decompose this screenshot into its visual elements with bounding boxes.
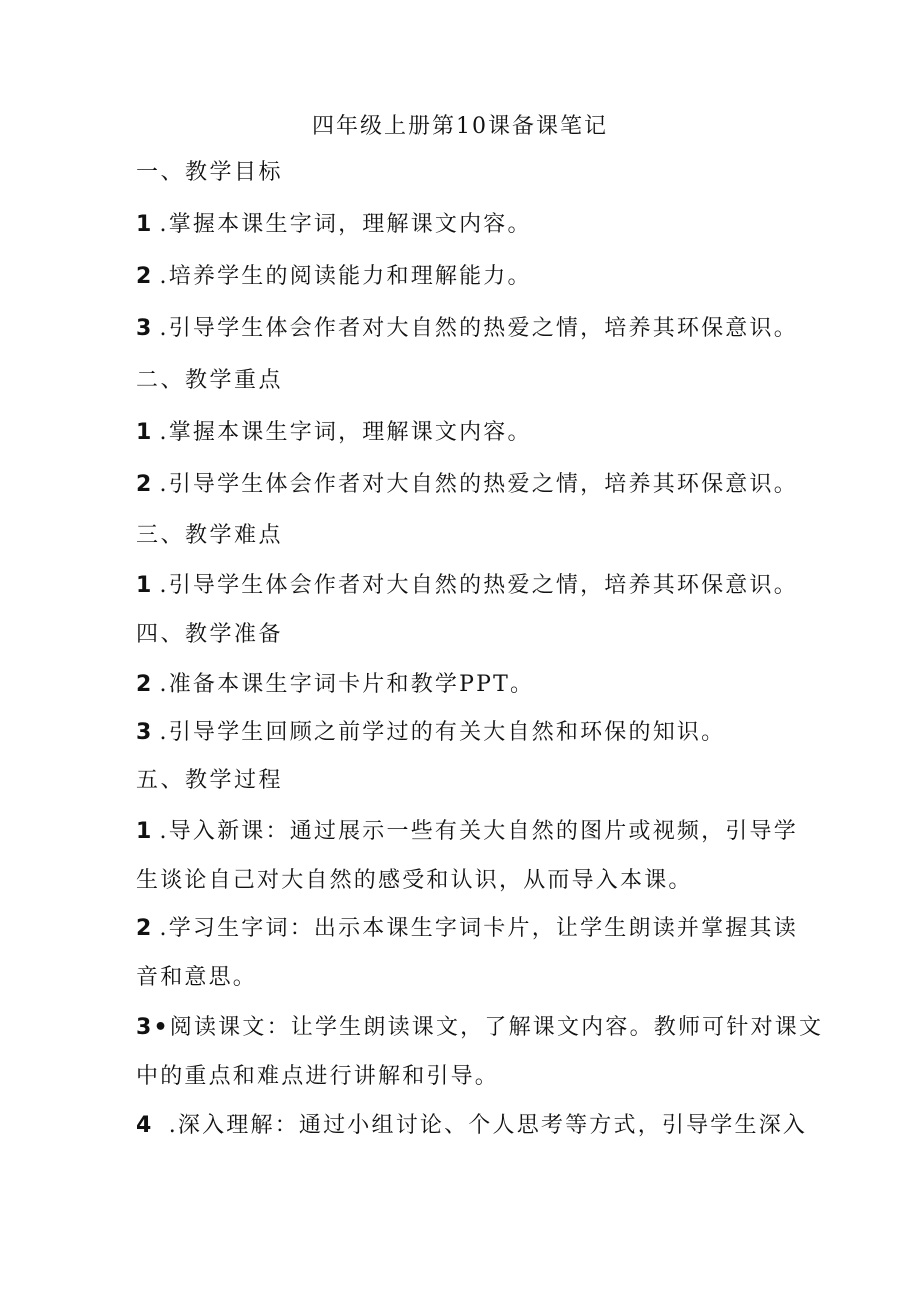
item-number: 2 bbox=[136, 264, 154, 289]
list-item bbox=[136, 314, 798, 344]
list-item bbox=[136, 210, 532, 240]
item-text: .引导学生回顾之前学过的有关大自然和环保的知识。 bbox=[159, 720, 726, 745]
list-item-continuation: 中的重点和难点进行讲解和引导。 bbox=[136, 1064, 500, 1089]
section-heading-difficulties: 三、教学难点 bbox=[136, 523, 284, 548]
item-number: 3 bbox=[136, 316, 154, 341]
item-number: 3 bbox=[136, 720, 154, 745]
item-text: .掌握本课生字词，理解课文内容。 bbox=[159, 420, 532, 445]
list-item bbox=[136, 1111, 807, 1141]
list-item bbox=[136, 418, 532, 448]
section-heading-process: 五、教学过程 bbox=[136, 768, 284, 793]
list-item bbox=[136, 262, 532, 292]
item-text: .引导学生体会作者对大自然的热爱之情，培养其环保意识。 bbox=[159, 316, 798, 341]
list-item bbox=[136, 718, 725, 748]
list-item bbox=[136, 571, 798, 601]
list-item bbox=[136, 1013, 823, 1043]
item-text: .深入理解：通过小组讨论、个人思考等方式，引导学生深入 bbox=[159, 1113, 808, 1138]
item-number: 3• bbox=[136, 1015, 170, 1040]
section-heading-key-points: 二、教学重点 bbox=[136, 368, 284, 393]
item-text: .掌握本课生字词，理解课文内容。 bbox=[159, 212, 532, 237]
item-number: 1 bbox=[136, 819, 154, 844]
section-heading-objectives: 一、教学目标 bbox=[136, 160, 284, 185]
item-text: .培养学生的阅读能力和理解能力。 bbox=[159, 264, 532, 289]
item-text: .准备本课生字词卡片和教学PPT。 bbox=[159, 672, 535, 697]
list-item bbox=[136, 914, 798, 944]
list-item bbox=[136, 470, 798, 500]
item-text: .导入新课：通过展示一些有关大自然的图片或视频，引导学 bbox=[159, 819, 798, 844]
item-text: 阅读课文：让学生朗读课文，了解课文内容。教师可针对课文 bbox=[169, 1015, 824, 1040]
item-number: 4 bbox=[136, 1113, 154, 1138]
item-number: 1 bbox=[136, 212, 154, 237]
document-title: 四年级上册第10课备课笔记 bbox=[312, 114, 608, 139]
item-number: 2 bbox=[136, 472, 154, 497]
section-heading-preparation: 四、教学准备 bbox=[136, 622, 284, 647]
list-item bbox=[136, 817, 798, 847]
item-number: 1 bbox=[136, 573, 154, 598]
item-text: .引导学生体会作者对大自然的热爱之情，培养其环保意识。 bbox=[159, 472, 798, 497]
list-item-continuation: 生谈论自己对大自然的感受和认识，从而导入本课。 bbox=[136, 868, 693, 893]
item-number: 2 bbox=[136, 916, 154, 941]
item-text: .学习生字词：出示本课生字词卡片，让学生朗读并掌握其读 bbox=[159, 916, 798, 941]
list-item bbox=[136, 670, 534, 700]
item-text: .引导学生体会作者对大自然的热爱之情，培养其环保意识。 bbox=[159, 573, 798, 598]
list-item-continuation: 音和意思。 bbox=[136, 965, 258, 990]
item-number: 2 bbox=[136, 672, 154, 697]
item-number: 1 bbox=[136, 420, 154, 445]
